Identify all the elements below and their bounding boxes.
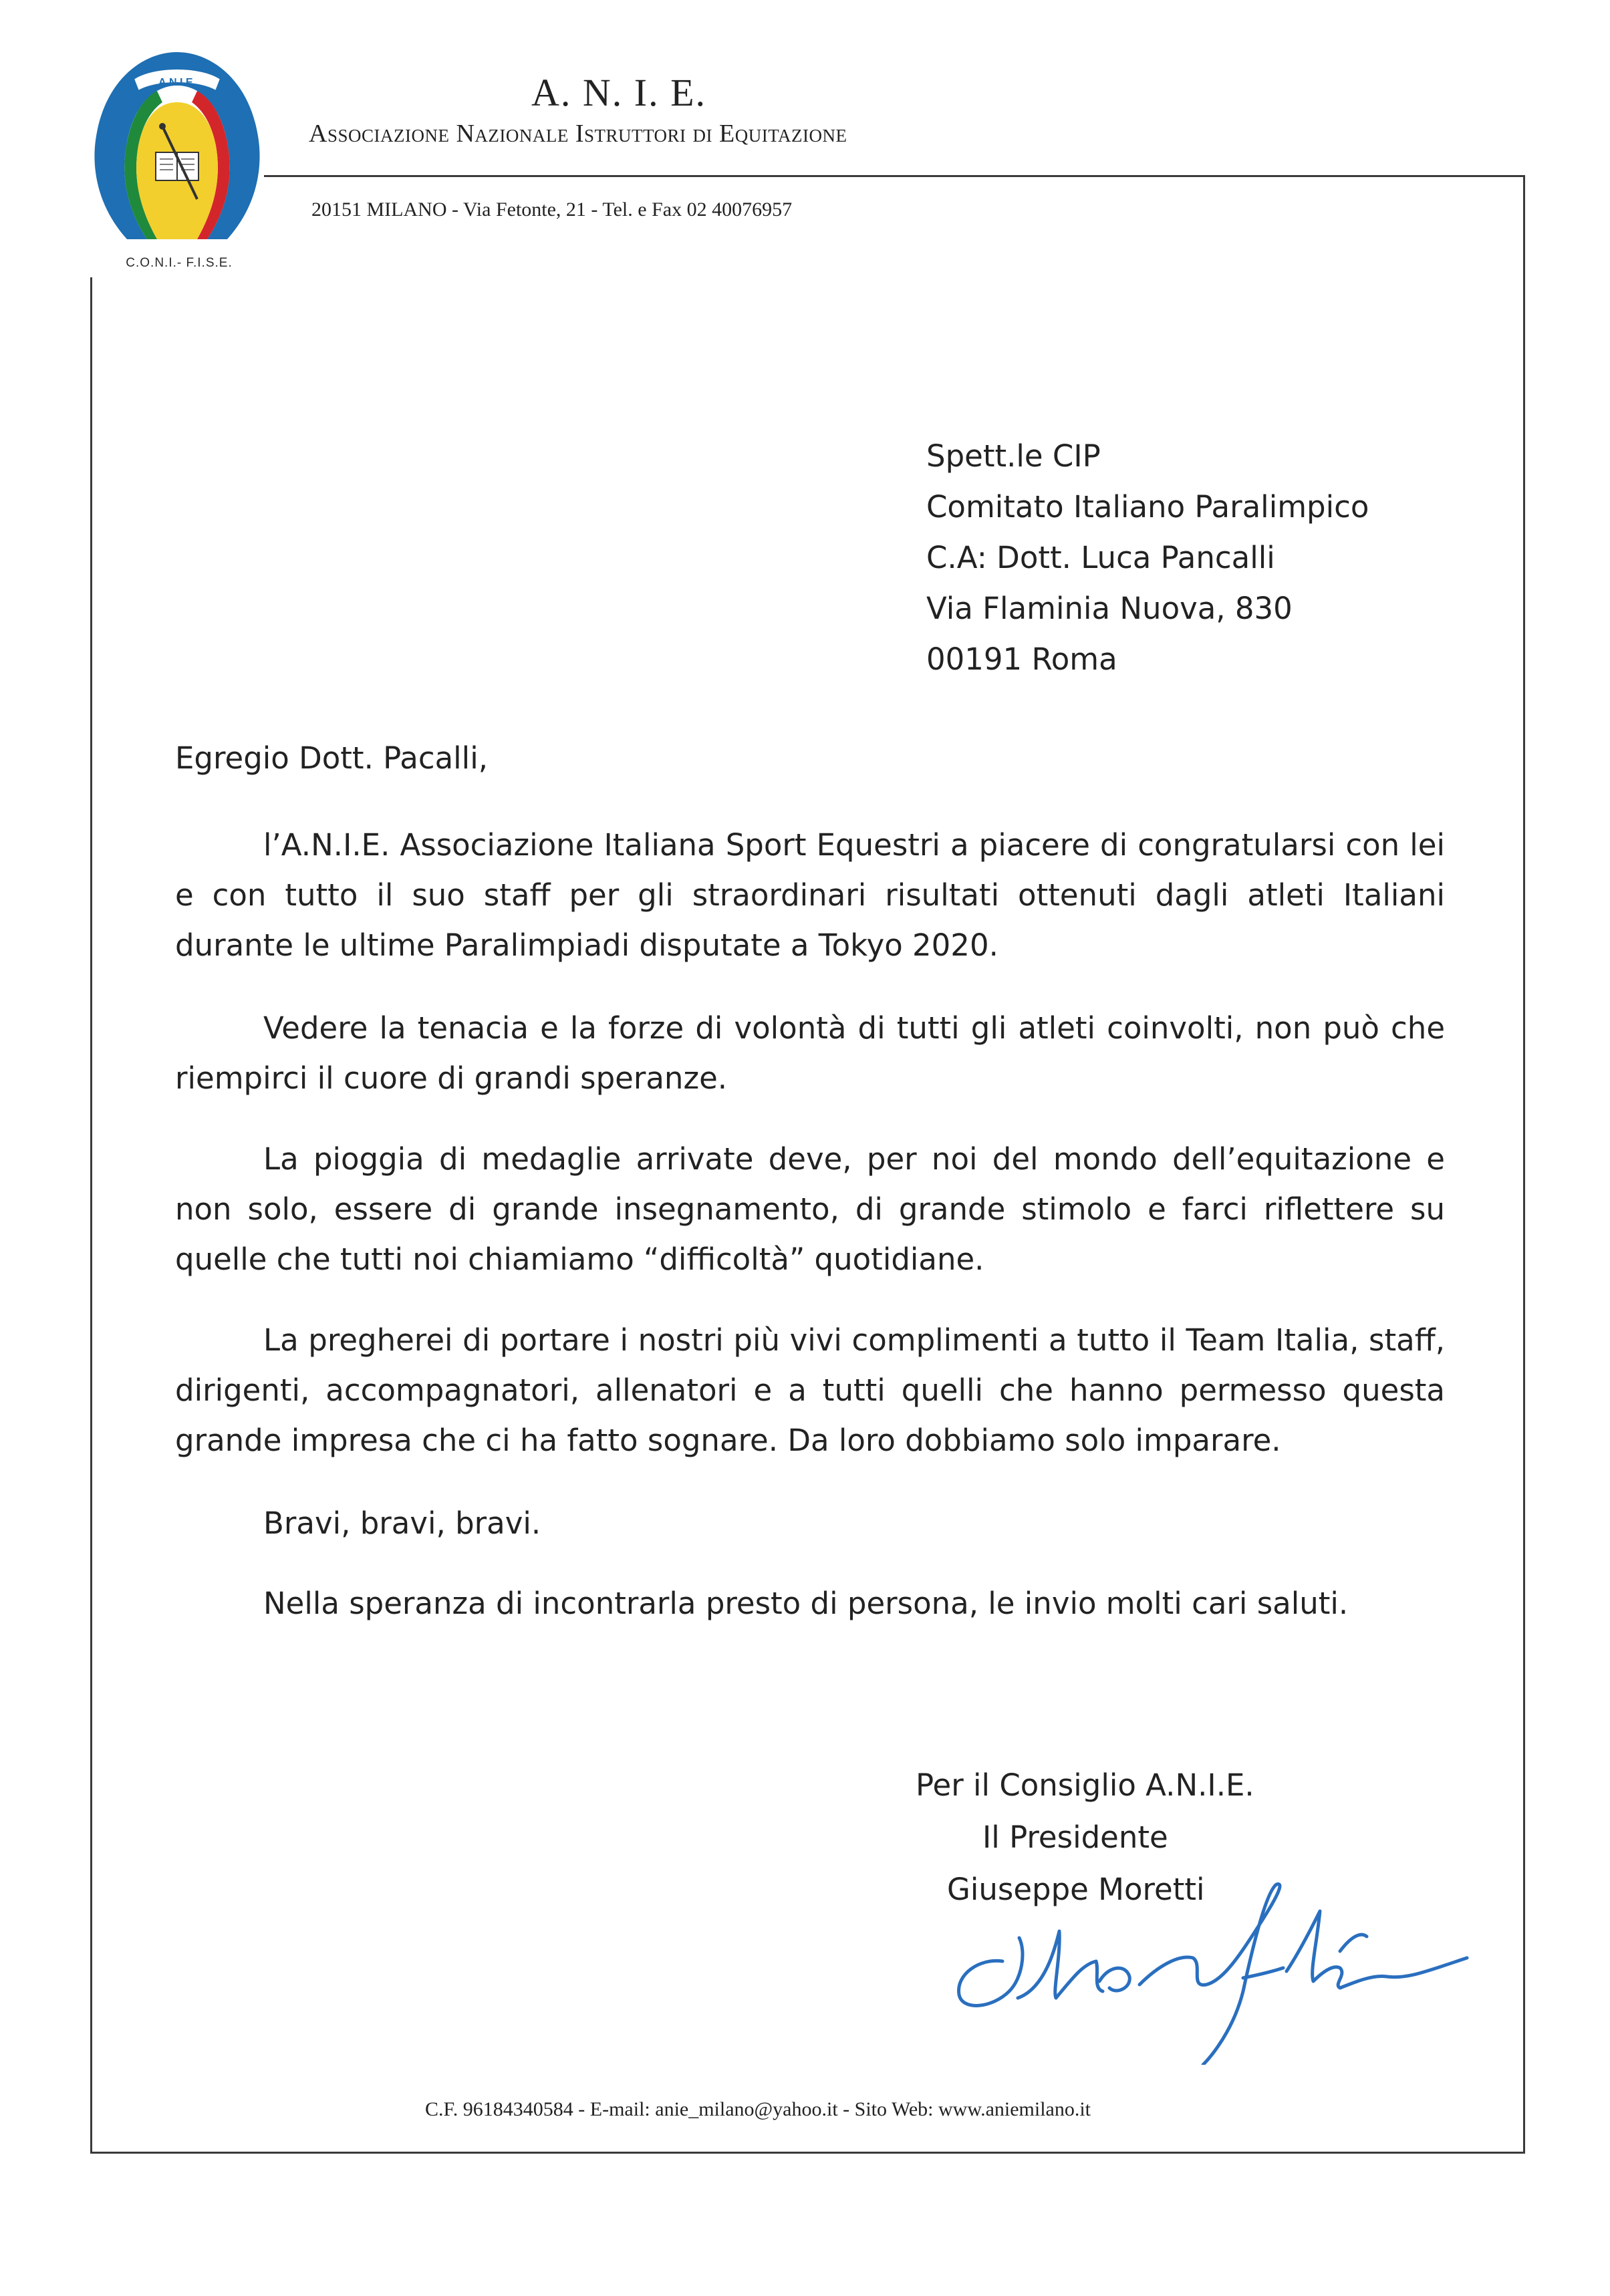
body-paragraph: [175, 1498, 1445, 1548]
salutation: Egregio Dott. Pacalli,: [175, 740, 488, 776]
org-address: 20151 MILANO - Via Fetonte, 21 - Tel. e Fax 02 40076957: [311, 198, 793, 221]
body-paragraph: [175, 1003, 1445, 1103]
recipient-block: [926, 431, 1369, 685]
frame-line-top: [264, 175, 1525, 177]
org-full-name: Associazione Nazionale Istruttori di Equitazione: [309, 120, 847, 148]
anie-logo: [90, 39, 264, 253]
recipient-line: Spett.le CIP: [926, 438, 1101, 474]
recipient-line: Comitato Italiano Paralimpico: [926, 489, 1369, 525]
handwritten-signature: [939, 1864, 1474, 2065]
footer-contact-line: C.F. 96184340584 - E-mail: anie_milano@yahoo.it - Sito Web: www.aniemilano.it: [425, 2098, 1091, 2120]
frame-line-right: [1523, 175, 1525, 2153]
paragraph-text: Bravi, bravi, bravi.: [263, 1505, 541, 1541]
closing-title: Il Presidente: [982, 1820, 1168, 1855]
paragraph-text: Nella speranza di incontrarla presto di persona, le invio molti cari saluti.: [263, 1586, 1349, 1621]
frame-line-bottom: [90, 2152, 1525, 2154]
closing-line: Per il Consiglio A.N.I.E.: [916, 1767, 1254, 1803]
body-paragraph: [175, 1134, 1445, 1284]
body-paragraph: [175, 1578, 1445, 1628]
paragraph-text: l’A.N.I.E. Associazione Italiana Sport Equestri a piacere di congratularsi con lei e con tutto il suo staff per gli straordinari risultati ottenuti dagli atleti Italiani durante le ultime Paralimpiadi disputate a Tokyo 2020.: [175, 827, 1445, 963]
paragraph-text: Vedere la tenacia e la forze di volontà di tutti gli atleti coinvolti, non può che riempirci il cuore di grandi speranze.: [175, 1010, 1445, 1096]
recipient-line: 00191 Roma: [926, 641, 1117, 677]
org-abbreviation: A. N. I. E.: [531, 71, 707, 114]
frame-line-left: [90, 277, 92, 2153]
recipient-line: C.A: Dott. Luca Pancalli: [926, 540, 1275, 575]
recipient-line: Via Flaminia Nuova, 830: [926, 591, 1293, 626]
logo-banner-text: A.N.I.E.: [158, 77, 196, 88]
paragraph-text: La pregherei di portare i nostri più vivi complimenti a tutto il Team Italia, staff, dirigenti, accompagnatori, allenatori e a tutti quelli che hanno permesso questa grande impresa che ci ha fatto sognare. Da loro dobbiamo solo imparare.: [175, 1322, 1445, 1458]
paragraph-text: La pioggia di medaglie arrivate deve, per noi del mondo dell’equitazione e non solo, essere di grande insegnamento, di grande stimolo e farci riflettere su quelle che tutti noi chiamiamo “difficoltà” quotidiane.: [175, 1141, 1445, 1277]
body-paragraph: [175, 820, 1445, 970]
body-paragraph: [175, 1315, 1445, 1465]
logo-caption: C.O.N.I.- F.I.S.E.: [126, 256, 233, 270]
signatory-name: Giuseppe Moretti: [947, 1872, 1205, 1907]
